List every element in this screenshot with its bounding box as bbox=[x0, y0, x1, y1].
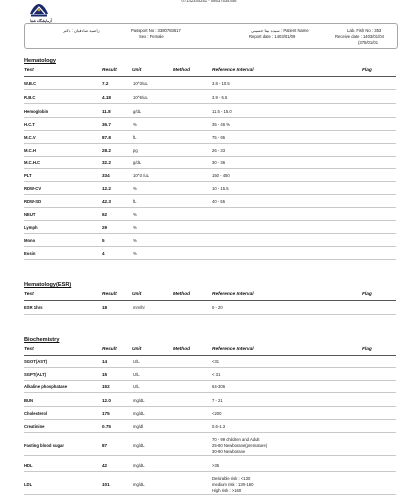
test-result: 7.2 bbox=[102, 81, 109, 86]
receive-date-value: 1403/01/04 bbox=[362, 34, 384, 39]
reference-interval: Desirable risk : <130 bbox=[212, 476, 251, 482]
row-divider bbox=[24, 246, 396, 247]
passport-field bbox=[131, 28, 181, 33]
col-head-result: Result bbox=[102, 347, 117, 352]
reference-interval: < 31 bbox=[212, 372, 221, 377]
table-divider bbox=[24, 300, 396, 301]
test-name: M.C.V bbox=[24, 135, 36, 140]
test-unit: % bbox=[133, 251, 137, 256]
doctor-field: راضیه صادقیان : دکتر bbox=[63, 28, 100, 33]
test-unit: mm/hr bbox=[133, 305, 145, 310]
test-name: R.B.C bbox=[24, 95, 36, 100]
sex-value: Female bbox=[149, 34, 164, 39]
section-title-esr: Hematology(ESR) bbox=[24, 282, 72, 288]
test-unit: U/L bbox=[133, 359, 140, 364]
test-unit: g/dL bbox=[133, 160, 142, 165]
row-divider bbox=[24, 314, 396, 315]
test-name: SGPT(ALT) bbox=[24, 372, 47, 377]
test-result: 334 bbox=[102, 173, 110, 178]
test-result: 101 bbox=[102, 482, 110, 487]
col-head-flag: Flag bbox=[362, 68, 372, 73]
report-date-value: 1403/01/09 bbox=[274, 34, 296, 39]
reference-interval: 10 - 15.5 bbox=[212, 186, 229, 191]
patient-name-label: Patient Name bbox=[283, 28, 309, 33]
test-result: 32.2 bbox=[102, 160, 111, 165]
row-divider bbox=[24, 156, 396, 157]
test-result: 36.7 bbox=[102, 122, 111, 127]
test-result: 12.0 bbox=[102, 398, 111, 403]
test-unit: fL bbox=[133, 199, 137, 204]
lab-file-value: 353 bbox=[374, 28, 382, 33]
reference-interval: 0 - 20 bbox=[212, 305, 223, 310]
reference-interval: 26 - 33 bbox=[212, 148, 226, 153]
test-unit: mg/dl bbox=[133, 424, 144, 429]
test-name: Mono bbox=[24, 238, 36, 243]
reference-interval: 150 - 450 bbox=[212, 173, 230, 178]
test-unit: pg bbox=[133, 148, 138, 153]
test-result: 87.8 bbox=[102, 135, 111, 140]
test-name: SGOT(AST) bbox=[24, 359, 48, 364]
test-result: 175 bbox=[102, 411, 110, 416]
test-result: 14 bbox=[102, 359, 108, 364]
col-head-method: Method bbox=[173, 68, 191, 73]
reference-interval: 64-306 bbox=[212, 384, 226, 389]
reference-interval: 3.8 - 10.5 bbox=[212, 81, 230, 86]
row-divider bbox=[24, 233, 396, 234]
table-divider bbox=[24, 76, 396, 77]
row-divider bbox=[24, 419, 396, 420]
row-divider bbox=[24, 117, 396, 118]
report-date-field bbox=[249, 34, 295, 39]
test-unit: % bbox=[133, 122, 137, 127]
reference-interval: 3.9 - 5.5 bbox=[212, 95, 228, 100]
row-divider bbox=[24, 194, 396, 195]
test-name: Hemoglobin bbox=[24, 109, 49, 114]
test-unit: % bbox=[133, 238, 137, 243]
reference-interval: 25-80 Newborane(premature) bbox=[212, 443, 268, 448]
row-divider bbox=[24, 494, 396, 495]
col-head-method: Method bbox=[173, 347, 191, 352]
reference-interval: <31 bbox=[212, 359, 220, 364]
row-divider bbox=[24, 259, 396, 260]
col-head-result: Result bbox=[102, 68, 117, 73]
col-head-test: Test bbox=[24, 347, 34, 352]
row-divider bbox=[24, 181, 396, 182]
doctor-label: دکتر bbox=[63, 28, 71, 33]
test-name: Alkaline phosphatase bbox=[24, 384, 68, 389]
col-head-unit: Unit bbox=[132, 292, 142, 297]
test-unit: 10^3 /uL bbox=[133, 173, 149, 178]
test-unit: mg/dL bbox=[133, 398, 145, 403]
patient-name-value: سیده بیتا حسینی bbox=[251, 28, 280, 33]
test-name: H.C.T bbox=[24, 122, 35, 127]
sex-field bbox=[139, 34, 164, 39]
test-unit: 10^3/uL bbox=[133, 81, 148, 86]
test-name: PLT bbox=[24, 173, 32, 178]
row-divider bbox=[24, 143, 396, 144]
reference-interval: 11.5 - 15.0 bbox=[212, 109, 232, 114]
test-unit: % bbox=[133, 212, 137, 217]
lab-file-field bbox=[347, 28, 381, 33]
passport-label: Passport No : bbox=[131, 28, 158, 33]
reference-interval: >35 bbox=[212, 463, 220, 468]
row-divider bbox=[24, 168, 396, 169]
row-divider bbox=[24, 103, 396, 104]
test-result: 4.18 bbox=[102, 95, 111, 100]
test-name: RDW-SD bbox=[24, 199, 42, 204]
row-divider bbox=[24, 471, 396, 472]
col-head-method: Method bbox=[173, 292, 191, 297]
row-divider bbox=[24, 130, 396, 131]
receive-date-field bbox=[335, 34, 384, 39]
reference-interval: <200 bbox=[212, 411, 222, 416]
test-name: ESR 1hrs bbox=[24, 305, 43, 310]
test-name: LDL bbox=[24, 482, 33, 487]
test-result: 11.8 bbox=[102, 109, 111, 114]
section-title-hematology: Hematology bbox=[24, 58, 57, 64]
test-result: 18 bbox=[102, 305, 108, 310]
row-divider bbox=[24, 432, 396, 433]
row-divider bbox=[24, 89, 396, 90]
reference-interval: 35 - 46 % bbox=[212, 122, 230, 127]
col-head-test: Test bbox=[24, 292, 34, 297]
test-result: 28.2 bbox=[102, 148, 111, 153]
test-name: Creatinine bbox=[24, 424, 45, 429]
test-result: 0.75 bbox=[102, 424, 111, 429]
col-head-result: Result bbox=[102, 292, 117, 297]
test-name: HDL bbox=[24, 463, 33, 468]
test-name: Fasting blood sugar bbox=[24, 443, 65, 448]
test-result: 62 bbox=[102, 212, 108, 217]
col-head-reference: Reference Interval bbox=[212, 292, 254, 297]
test-name: NEUT bbox=[24, 212, 36, 217]
passport-value: 3380783617 bbox=[157, 28, 181, 33]
test-unit: mg/dL bbox=[133, 443, 145, 448]
col-head-reference: Reference Interval bbox=[212, 68, 254, 73]
table-divider bbox=[24, 355, 396, 356]
test-unit: mg/dL bbox=[133, 463, 145, 468]
row-divider bbox=[24, 455, 396, 456]
col-head-test: Test bbox=[24, 68, 34, 73]
test-result: 87 bbox=[102, 443, 108, 448]
test-result: 4 bbox=[102, 251, 105, 256]
col-head-flag: Flag bbox=[362, 347, 372, 352]
lab-logo-text: آزمایشگاه شفا bbox=[30, 19, 52, 23]
patient-info-box bbox=[24, 23, 398, 49]
test-name: Cholesterol bbox=[24, 411, 48, 416]
row-divider bbox=[24, 392, 396, 393]
report-date-label: Report date : bbox=[249, 34, 275, 39]
col-head-flag: Flag bbox=[362, 292, 372, 297]
test-unit: g/dL bbox=[133, 109, 142, 114]
reference-interval: 0.6-1.3 bbox=[212, 424, 226, 429]
test-result: 15 bbox=[102, 372, 108, 377]
test-name: Lymph bbox=[24, 225, 38, 230]
reference-interval: medium risk : 130-160 bbox=[212, 482, 254, 487]
reference-interval: 30-90 Newborane bbox=[212, 448, 246, 454]
test-unit: fL bbox=[133, 135, 137, 140]
test-name: RDW-CV bbox=[24, 186, 42, 191]
reference-interval: High risk : >160 bbox=[212, 487, 242, 493]
section-title-biochemistry: Biochemistry bbox=[24, 337, 60, 343]
reference-interval: 75 - 95 bbox=[212, 135, 226, 140]
test-name: W.B.C bbox=[24, 81, 37, 86]
reference-interval: 30 - 36 bbox=[212, 160, 226, 165]
col-head-unit: Unit bbox=[132, 347, 142, 352]
reference-interval: 70 - 99 children and Adult bbox=[212, 437, 260, 443]
col-head-unit: Unit bbox=[132, 68, 142, 73]
row-divider bbox=[24, 207, 396, 208]
test-result: 42.3 bbox=[102, 199, 111, 204]
test-name: Eosin bbox=[24, 251, 36, 256]
test-name: M.C.H bbox=[24, 148, 36, 153]
sex-label: Sex : bbox=[139, 34, 150, 39]
test-result: 29 bbox=[102, 225, 108, 230]
row-divider bbox=[24, 380, 396, 381]
patient-name-field: سیده بیتا حسینی : Patient Name bbox=[251, 28, 309, 33]
doctor-value: راضیه صادقیان bbox=[73, 28, 100, 33]
row-divider bbox=[24, 367, 396, 368]
test-unit: U/L bbox=[133, 384, 140, 389]
receive-date-label: Receive date : bbox=[335, 34, 363, 39]
col-head-reference: Reference Interval bbox=[212, 347, 254, 352]
test-unit: % bbox=[133, 186, 137, 191]
row-divider bbox=[24, 220, 396, 221]
test-unit: % bbox=[133, 225, 137, 230]
test-result: 5 bbox=[102, 238, 105, 243]
test-unit: mg/dL bbox=[133, 482, 145, 487]
lab-file-label: Lab. Fish No : bbox=[347, 28, 375, 33]
lab-phone-numbers: 07142344251 - 08637534446 bbox=[181, 0, 237, 3]
test-unit: 10^6/uL bbox=[133, 95, 148, 100]
test-result: 12.2 bbox=[102, 186, 111, 191]
test-result: 42 bbox=[102, 463, 108, 468]
test-name: M.C.H.C bbox=[24, 160, 41, 165]
test-unit: U/L bbox=[133, 372, 140, 377]
test-result: 152 bbox=[102, 384, 110, 389]
reference-interval: 40 - 55 bbox=[212, 199, 226, 204]
row-divider bbox=[24, 406, 396, 407]
test-name: BUN bbox=[24, 398, 34, 403]
test-unit: mg/dL bbox=[133, 411, 145, 416]
receive-time: (375/01/01 bbox=[358, 40, 379, 45]
reference-interval: 7 - 21 bbox=[212, 398, 223, 403]
